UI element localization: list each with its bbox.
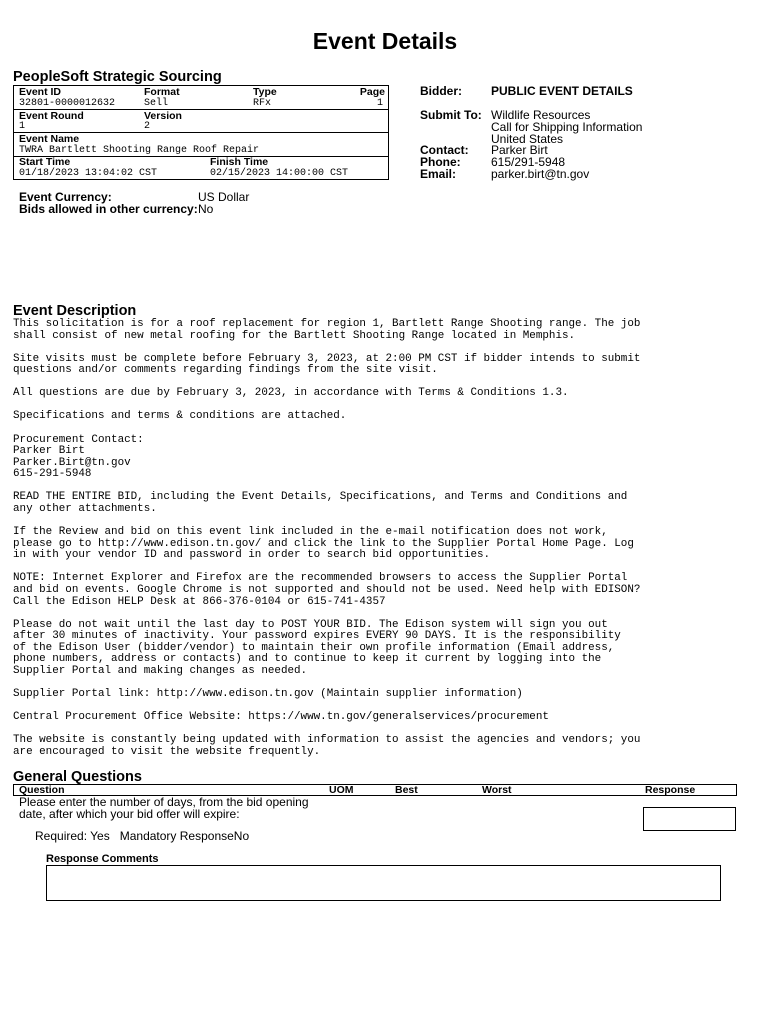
org-heading: PeopleSoft Strategic Sourcing bbox=[13, 69, 222, 85]
submit-to-line: United States bbox=[491, 132, 564, 146]
event-id-label: Event ID bbox=[19, 86, 62, 98]
column-best: Best bbox=[395, 784, 418, 796]
event-name-label: Event Name bbox=[19, 133, 80, 145]
bidder-label: Bidder: bbox=[420, 84, 462, 98]
phone-label: Phone: bbox=[420, 155, 461, 169]
description-paragraph: The website is constantly being updated with information to assist the agencies and vendors; you are encouraged to visit the website frequently. bbox=[13, 734, 641, 758]
type-value: RFx bbox=[253, 98, 272, 109]
general-questions-heading: General Questions bbox=[13, 769, 142, 785]
start-time-label: Start Time bbox=[19, 156, 71, 168]
event-name-value: TWRA Bartlett Shooting Range Roof Repair bbox=[19, 145, 260, 156]
submit-to-line: Wildlife Resources bbox=[491, 108, 591, 122]
column-response: Response bbox=[645, 784, 696, 796]
event-description-body bbox=[13, 319, 713, 770]
response-input[interactable] bbox=[643, 807, 736, 831]
description-paragraph: Specifications and terms & conditions are attached. bbox=[13, 410, 347, 423]
description-paragraph: This solicitation is for a roof replacement for region 1, Bartlett Range Shooting range. The job shall consist of new metal roofing for the Bartlett Shooting Range located in Memphis. bbox=[13, 318, 641, 342]
event-round-label: Event Round bbox=[19, 110, 84, 122]
page-title: Event Details bbox=[312, 28, 458, 54]
event-info-box bbox=[13, 85, 389, 180]
response-comments-input[interactable] bbox=[46, 865, 721, 901]
other-currency-label: Bids allowed in other currency: bbox=[19, 202, 198, 216]
page-label: Page bbox=[359, 86, 385, 98]
email-label: Email: bbox=[420, 167, 457, 181]
response-comments-label: Response Comments bbox=[46, 853, 159, 865]
required-line: Required: Yes Mandatory ResponseNo bbox=[35, 829, 250, 843]
format-value: Sell bbox=[144, 98, 169, 109]
format-label: Format bbox=[144, 86, 180, 98]
phone-value: 615/291-5948 bbox=[491, 155, 566, 169]
contact-label: Contact: bbox=[420, 143, 469, 157]
version-value: 2 bbox=[144, 121, 151, 132]
event-round-value: 1 bbox=[19, 121, 26, 132]
version-label: Version bbox=[144, 110, 182, 122]
column-worst: Worst bbox=[482, 784, 512, 796]
description-paragraph: Site visits must be complete before February 3, 2023, at 2:00 PM CST if bidder intends to submit questions and/or comments regarding findings from the site visit. bbox=[13, 352, 641, 377]
description-paragraph: Please do not wait until the last day to POST YOUR BID. The Edison system will sign you out after 30 minutes of inactivity. Your password expires EVERY 90 DAYS. It is the responsibility of the Edison User (bidder/vendor) to maintain their own profile information (Email address, phone numbers, address or contacts) and to continue to keep it current by logging into the Supplier Portal and making changes as needed. bbox=[13, 618, 621, 678]
finish-time-label: Finish Time bbox=[210, 156, 269, 168]
submit-to-label: Submit To: bbox=[420, 108, 482, 122]
page-value: 1 bbox=[376, 98, 383, 109]
description-paragraph: Central Procurement Office Website: https://www.tn.gov/generalservices/procurement bbox=[13, 711, 549, 724]
bidder-value: PUBLIC EVENT DETAILS bbox=[491, 84, 633, 98]
column-uom: UOM bbox=[329, 784, 354, 796]
other-currency-value: No bbox=[198, 202, 214, 216]
question-text: Please enter the number of days, from the bid opening date, after which your bid offer will expire: bbox=[19, 795, 309, 821]
submit-to-line: Call for Shipping Information bbox=[491, 120, 643, 134]
finish-time-value: 02/15/2023 14:00:00 CST bbox=[210, 168, 349, 179]
description-paragraph: Supplier Portal link: http://www.edison.tn.gov (Maintain supplier information) bbox=[13, 688, 523, 701]
event-description-heading: Event Description bbox=[13, 303, 137, 319]
description-paragraph: Procurement Contact: Parker Birt Parker.Birt@tn.gov 615-291-5948 bbox=[13, 433, 144, 481]
description-paragraph: READ THE ENTIRE BID, including the Event Details, Specifications, and Terms and Conditions and any other attachments. bbox=[13, 491, 628, 516]
column-question: Question bbox=[19, 784, 65, 796]
event-currency-value: US Dollar bbox=[198, 190, 250, 204]
contact-value: Parker Birt bbox=[491, 143, 548, 157]
event-currency-label: Event Currency: bbox=[19, 190, 112, 204]
description-paragraph: If the Review and bid on this event link included in the e-mail notification does not work, please go to http://www.edison.tn.gov/ and click the link to the Supplier Portal Home Page. Log in with your vendor ID and password in order to search bid opportunities. bbox=[13, 526, 634, 562]
start-time-value: 01/18/2023 13:04:02 CST bbox=[19, 168, 158, 179]
description-paragraph: All questions are due by February 3, 2023, in accordance with Terms & Conditions 1.3. bbox=[13, 387, 569, 400]
email-value: parker.birt@tn.gov bbox=[491, 167, 590, 181]
type-label: Type bbox=[253, 86, 277, 98]
event-id-value: 32801-0000012632 bbox=[19, 98, 116, 109]
description-paragraph: NOTE: Internet Explorer and Firefox are the recommended browsers to access the Supplier Portal and bid on events. Google Chrome is not supported and should not be used. Need help with EDISON? Call the Edison HELP Desk at 866-376-0104 or 615-741-4357 bbox=[13, 572, 641, 608]
